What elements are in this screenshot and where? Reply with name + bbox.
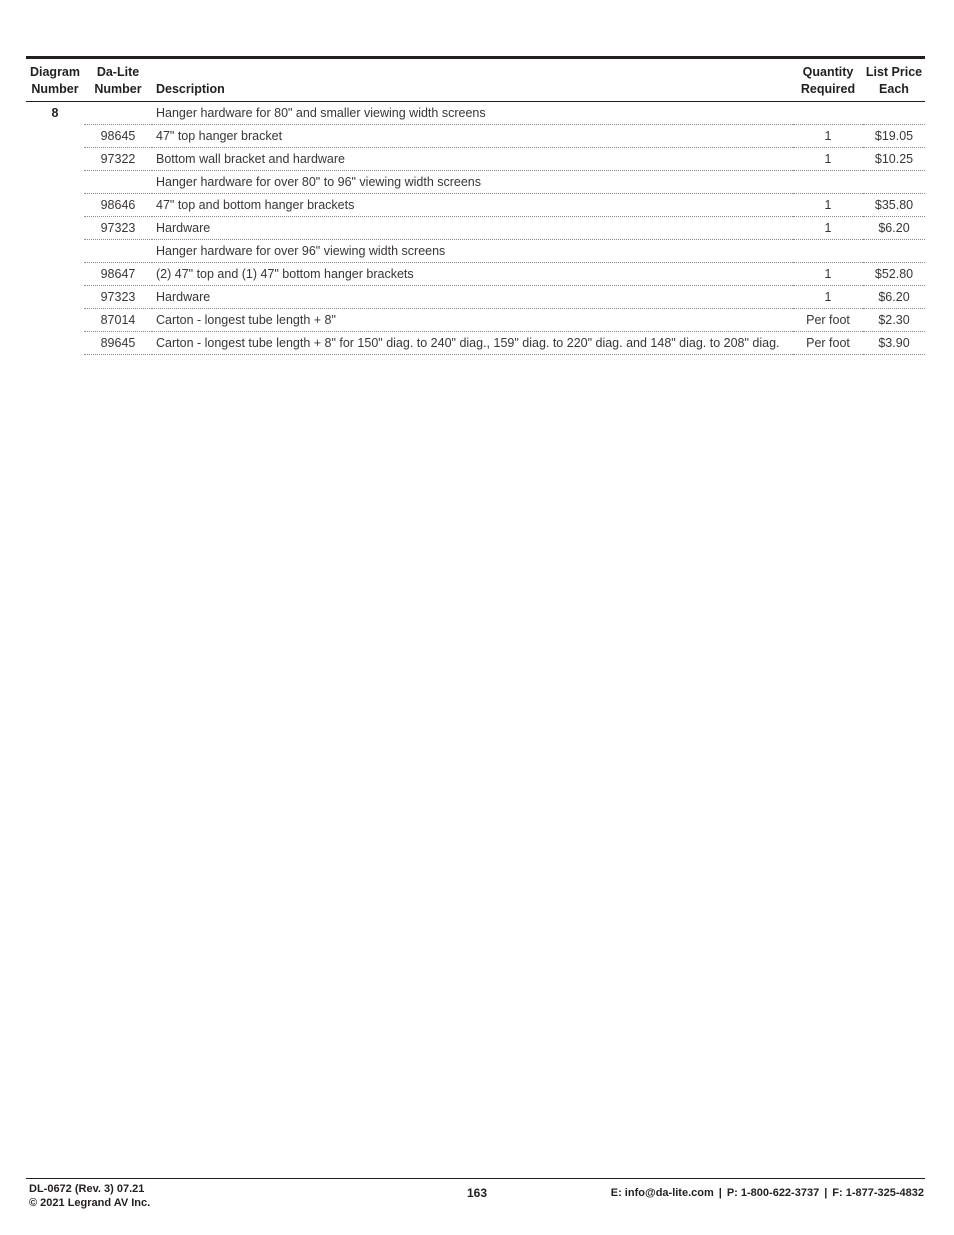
cell-quantity [793, 102, 863, 125]
cell-quantity: 1 [793, 263, 863, 286]
footer-separator: | [718, 1187, 722, 1199]
cell-part-number: 97323 [84, 217, 152, 240]
cell-part-number: 98646 [84, 194, 152, 217]
cell-quantity: 1 [793, 286, 863, 309]
cell-description: Hardware [152, 286, 793, 309]
header-da-lite-number: Da-Lite Number [84, 58, 152, 102]
table-row [26, 332, 925, 355]
cell-quantity: 1 [793, 194, 863, 217]
footer-contact [611, 1187, 924, 1199]
cell-quantity: 1 [793, 217, 863, 240]
cell-description: Hardware [152, 217, 793, 240]
cell-part-number [84, 171, 152, 194]
table-row [26, 148, 925, 171]
cell-price: $52.80 [863, 263, 925, 286]
cell-part-number: 87014 [84, 309, 152, 332]
footer-copyright: © 2021 Legrand AV Inc. [29, 1197, 151, 1209]
cell-description: 47" top hanger bracket [152, 125, 793, 148]
cell-diagram-number [26, 217, 84, 240]
header-diagram-number: Diagram Number [26, 58, 84, 102]
cell-price: $10.25 [863, 148, 925, 171]
cell-description: Hanger hardware for over 96" viewing width screens [152, 240, 793, 263]
cell-quantity [793, 171, 863, 194]
cell-part-number [84, 102, 152, 125]
footer-doc-info [29, 1182, 150, 1210]
table-row [26, 286, 925, 309]
cell-quantity: Per foot [793, 309, 863, 332]
cell-price: $3.90 [863, 332, 925, 355]
cell-description: Bottom wall bracket and hardware [152, 148, 793, 171]
cell-description: Hanger hardware for over 80" to 96" viewing width screens [152, 171, 793, 194]
cell-diagram-number [26, 240, 84, 263]
cell-price: $35.80 [863, 194, 925, 217]
parts-table [26, 56, 925, 355]
cell-quantity: Per foot [793, 332, 863, 355]
cell-diagram-number [26, 148, 84, 171]
cell-price: $6.20 [863, 286, 925, 309]
cell-diagram-number [26, 194, 84, 217]
cell-price: $2.30 [863, 309, 925, 332]
cell-part-number [84, 240, 152, 263]
cell-diagram-number [26, 309, 84, 332]
cell-price [863, 102, 925, 125]
table-header-row [26, 58, 925, 102]
cell-description: (2) 47" top and (1) 47" bottom hanger brackets [152, 263, 793, 286]
header-description: Description [152, 58, 793, 102]
cell-diagram-number [26, 171, 84, 194]
footer-phone: P: 1-800-622-3737 [726, 1187, 820, 1199]
cell-description: Carton - longest tube length + 8" [152, 309, 793, 332]
table-row [26, 240, 925, 263]
header-quantity-required: Quantity Required [793, 58, 863, 102]
cell-diagram-number [26, 125, 84, 148]
table-body [26, 102, 925, 355]
table-row [26, 217, 925, 240]
cell-price: $19.05 [863, 125, 925, 148]
table-row [26, 309, 925, 332]
cell-part-number: 97322 [84, 148, 152, 171]
cell-description: 47" top and bottom hanger brackets [152, 194, 793, 217]
cell-diagram-number: 8 [51, 106, 59, 121]
cell-part-number: 97323 [84, 286, 152, 309]
cell-quantity [793, 240, 863, 263]
footer-fax: F: 1-877-325-4832 [832, 1187, 924, 1199]
footer-divider [26, 1178, 925, 1179]
table-row [26, 171, 925, 194]
cell-quantity: 1 [793, 125, 863, 148]
table-row [26, 263, 925, 286]
cell-diagram-number [26, 263, 84, 286]
cell-price: $6.20 [863, 217, 925, 240]
table-row [26, 125, 925, 148]
cell-description: Hanger hardware for 80" and smaller viewing width screens [152, 102, 793, 125]
page-number: 163 [466, 1186, 488, 1200]
cell-diagram-number [26, 332, 84, 355]
footer-doc-id: DL-0672 (Rev. 3) 07.21 [29, 1183, 145, 1195]
cell-description: Carton - longest tube length + 8" for 150" diag. to 240" diag., 159" diag. to 220" diag. and 148" diag. to 208" diag. [152, 332, 793, 355]
cell-part-number: 98645 [84, 125, 152, 148]
header-list-price-each: List Price Each [863, 58, 925, 102]
cell-part-number: 89645 [84, 332, 152, 355]
footer-separator: | [824, 1187, 828, 1199]
cell-price [863, 240, 925, 263]
cell-price [863, 171, 925, 194]
cell-diagram-number [26, 286, 84, 309]
table-row [26, 102, 925, 125]
footer-email: E: info@da-lite.com [610, 1187, 714, 1199]
cell-quantity: 1 [793, 148, 863, 171]
table-row [26, 194, 925, 217]
cell-part-number: 98647 [84, 263, 152, 286]
